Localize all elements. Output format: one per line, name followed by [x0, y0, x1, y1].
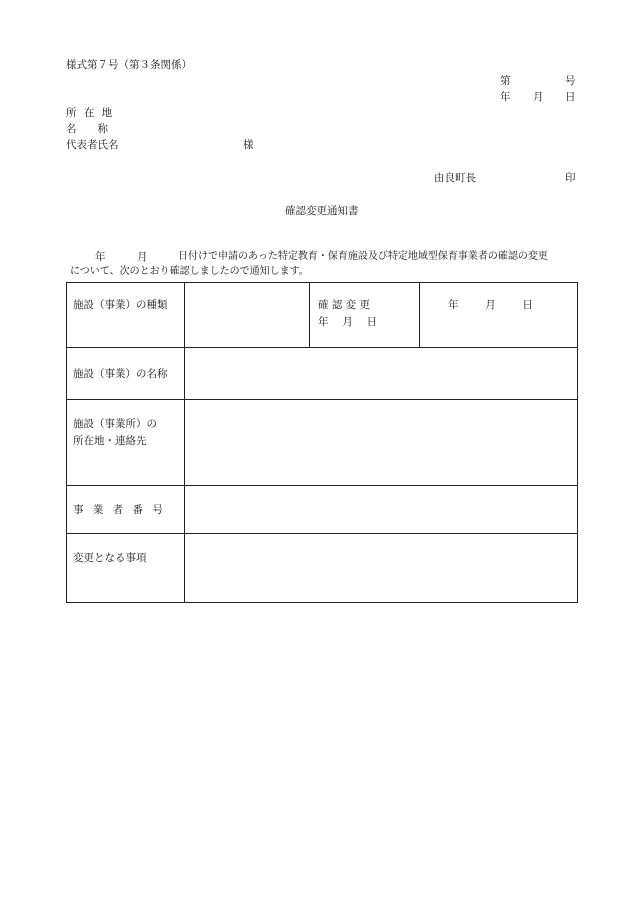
facility-name-label: 施設（事業）の名称: [67, 348, 185, 400]
table-row: [67, 348, 578, 400]
table-row: [67, 486, 578, 534]
table-row: [67, 283, 578, 348]
location-label: 所 在 地: [66, 107, 113, 119]
body-year: 年: [95, 251, 106, 263]
header-date-year: 年: [500, 91, 511, 103]
confirmation-table: [66, 282, 578, 603]
facility-address-value[interactable]: [185, 400, 578, 486]
change-date-day: 日: [522, 299, 533, 311]
facility-address-label-line1: 施設（事業所）の: [73, 418, 157, 430]
honorific-sama: 様: [243, 139, 254, 151]
table-row: [67, 534, 578, 603]
representative-label: 代表者氏名: [66, 139, 119, 151]
facility-address-label-line2: 所在地・連絡先: [73, 434, 147, 447]
body-line2: について、次のとおり確認しましたので通知します。: [70, 266, 309, 277]
body-month: 月: [137, 251, 148, 263]
facility-type-value[interactable]: [185, 283, 310, 348]
document-number-suffix: 号: [565, 75, 576, 87]
header-date-month: 月: [533, 91, 544, 103]
seal-mark: 印: [565, 172, 576, 184]
change-date-label: [310, 283, 420, 348]
change-date-value[interactable]: [420, 283, 578, 348]
change-date-year: 年: [448, 299, 459, 311]
change-date-month: 月: [485, 299, 496, 311]
change-date-label-line2: 年 月 日: [318, 315, 378, 328]
body-line1: 日付けで申請のあった特定教育・保育施設及び特定地域型保育事業者の確認の変更: [178, 251, 548, 262]
changed-items-label: 変更となる事項: [67, 534, 185, 603]
document-title: 確認変更通知書: [285, 205, 359, 217]
operator-number-label: 事 業 者 番 号: [67, 486, 185, 534]
name-label: 名 称: [66, 123, 108, 135]
table-row: [67, 400, 578, 486]
issuer-name: 由良町長: [434, 172, 476, 184]
facility-type-label: 施設（事業）の種類: [67, 283, 185, 348]
form-number: 様式第７号（第３条関係）: [66, 59, 192, 71]
document-number-prefix: 第: [500, 75, 511, 87]
operator-number-value[interactable]: [185, 486, 578, 534]
change-date-label-line1: 確 認 変 更: [318, 299, 371, 311]
facility-name-value[interactable]: [185, 348, 578, 400]
changed-items-value[interactable]: [185, 534, 578, 603]
header-date-day: 日: [565, 91, 576, 103]
facility-address-label: [67, 400, 185, 486]
